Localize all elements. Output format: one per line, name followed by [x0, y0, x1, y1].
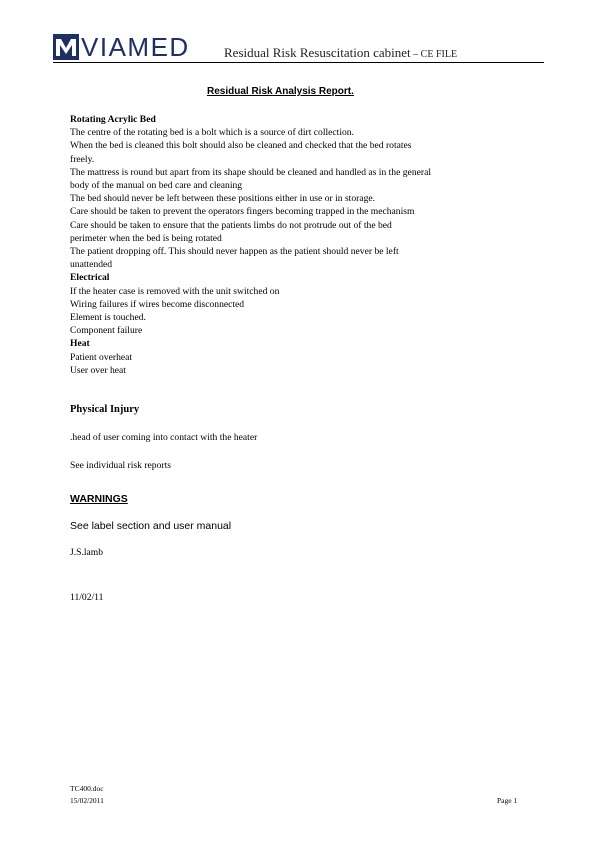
- physical-injury-heading: Physical Injury: [70, 404, 140, 415]
- footer-filename: TC400.doc: [70, 784, 104, 793]
- body-line: Care should be taken to prevent the operators fingers becoming trapped in the mechanism: [70, 206, 415, 218]
- body-line: The bed should never be left between these positions either in use or in storage.: [70, 193, 376, 205]
- warnings-line: See label section and user manual: [70, 520, 232, 532]
- section-heading: Heat: [70, 338, 90, 350]
- viamed-logo: [53, 34, 190, 60]
- body-line: User over heat: [70, 364, 126, 376]
- logo-text: VIAMED: [81, 32, 190, 62]
- section-heading: Electrical: [70, 272, 110, 284]
- footer-page-number: Page 1: [497, 796, 518, 805]
- see-reports-line: See individual risk reports: [70, 460, 171, 471]
- body-line: perimeter when the bed is being rotated: [70, 232, 222, 244]
- report-body: [70, 113, 510, 377]
- viamed-logo-icon: [53, 34, 79, 60]
- body-line: Wiring failures if wires become disconnected: [70, 298, 245, 310]
- body-line: unattended: [70, 259, 113, 271]
- header-rule: [53, 62, 544, 63]
- body-line: When the bed is cleaned this bolt should also be cleaned and checked that the bed rotates: [70, 140, 412, 152]
- body-line: freely.: [70, 153, 95, 165]
- header-title: [224, 45, 457, 61]
- report-title: Residual Risk Analysis Report.: [207, 86, 354, 97]
- body-line: Component failure: [70, 325, 143, 337]
- report-date: 11/02/11: [70, 592, 104, 603]
- header-title-main: Residual Risk Resuscitation cabinet: [224, 45, 411, 60]
- signature: J.S.lamb: [70, 547, 104, 558]
- body-line: body of the manual on bed care and cleaning: [70, 180, 243, 192]
- body-line: The centre of the rotating bed is a bolt which is a source of dirt collection.: [70, 127, 354, 139]
- body-line: The mattress is round but apart from its shape should be cleaned and handled as in the general: [70, 166, 431, 178]
- body-line: Element is touched.: [70, 312, 146, 324]
- section-heading: Rotating Acrylic Bed: [70, 114, 156, 125]
- footer-date: 15/02/2011: [70, 796, 104, 805]
- body-line: If the heater case is removed with the unit switched on: [70, 285, 280, 297]
- body-line: The patient dropping off. This should never happen as the patient should never be left: [70, 246, 399, 258]
- warnings-heading: WARNINGS: [70, 493, 128, 505]
- body-line: Care should be taken to ensure that the patients limbs do not protrude out of the bed: [70, 219, 392, 231]
- physical-injury-line: .head of user coming into contact with the heater: [70, 432, 258, 443]
- body-line: Patient overheat: [70, 351, 133, 363]
- header-title-suffix: – CE FILE: [410, 49, 458, 60]
